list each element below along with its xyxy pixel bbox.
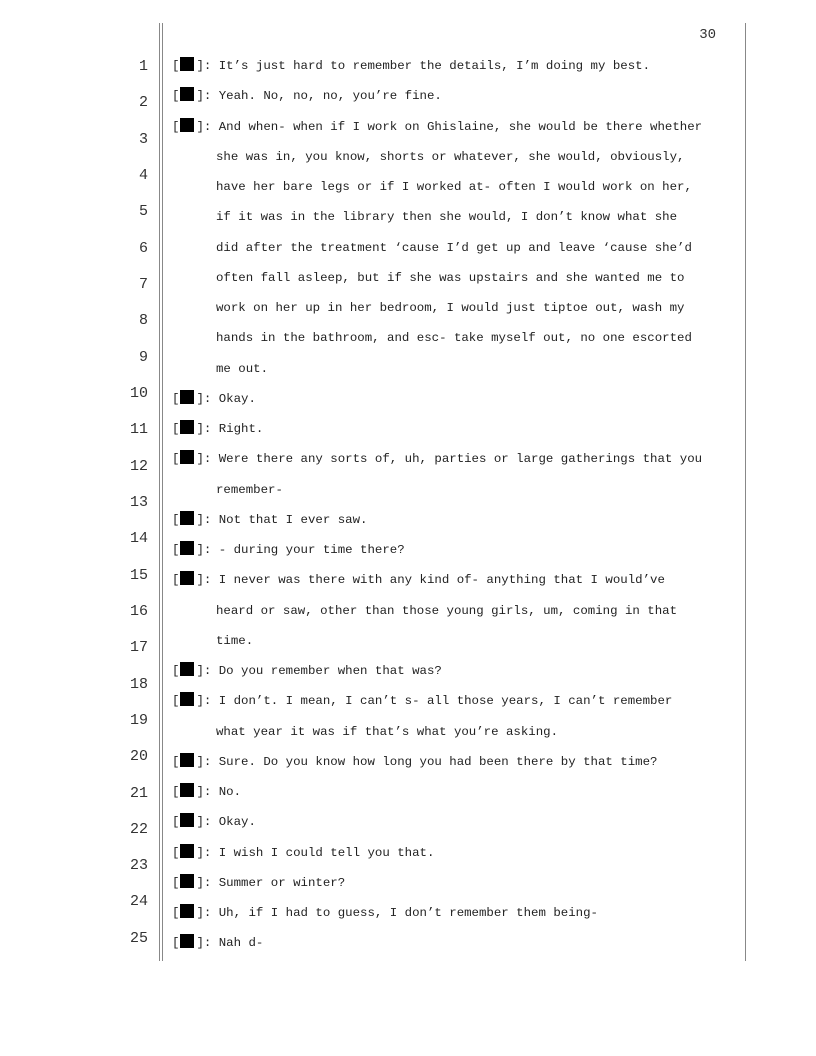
line-number: 16 [129,603,148,620]
redaction-box [180,662,194,676]
speaker-bracket-close: ]: [196,119,219,134]
line-number: 15 [129,567,148,584]
speaker-bracket-open: [ [172,119,180,134]
speaker-bracket-open: [ [172,845,180,860]
utterance-text: often fall asleep, but if she was upstairs and she wanted me to [216,270,685,285]
utterance-text: Summer or winter? [218,875,346,890]
line-number: 25 [129,930,148,947]
speaker-bracket-open: [ [172,785,180,799]
utterance-text: And when- when if I work on Ghislaine, she would be there whether [218,119,703,134]
line-number: 23 [129,857,148,874]
line-number: 22 [129,821,148,838]
speaker-line [172,57,650,75]
utterance-text: time. [216,633,254,648]
utterance-text: hands in the bathroom, and esc- take myself out, no one escorted [216,331,692,346]
continuation-line [216,329,692,347]
redaction-box [180,813,194,827]
speaker-bracket-open: [ [172,59,180,73]
line-number: 12 [129,458,148,475]
speaker-bracket-open: [ [172,875,180,890]
speaker-bracket-open: [ [172,906,180,920]
speaker-bracket-open: [ [172,89,180,104]
speaker-label [172,753,219,771]
utterance-text: Nah d- [218,936,264,951]
utterance-text: what year it was if that’s what you’re asking. [216,724,559,739]
speaker-line [172,783,241,801]
speaker-label [172,783,219,801]
utterance-text: she was in, you know, shorts or whatever, she would, obviously, [216,149,685,164]
speaker-bracket-close: ]: [196,89,219,104]
speaker-line [172,934,263,952]
utterance-text: have her bare legs or if I worked at- often I would work on her, [216,180,692,194]
utterance-text: I never was there with any kind of- anything that I would’ve [218,573,665,588]
margin-rule-right [745,23,746,961]
line-number: 3 [138,131,148,148]
speaker-bracket-close: ]: [196,875,219,890]
line-number: 6 [138,240,148,257]
line-number: 10 [129,385,148,402]
continuation-line [216,481,283,499]
utterance-text: I wish I could tell you that. [218,845,435,860]
margin-rule-left-inner [162,23,163,961]
speaker-label [172,450,219,468]
speaker-bracket-close: ]: [196,815,219,830]
speaker-bracket-close: ]: [196,694,219,709]
speaker-line [172,571,665,589]
utterance-text: Yeah. No, no, no, you’re fine. [218,89,442,104]
speaker-bracket-open: [ [172,664,180,678]
speaker-line [172,541,405,559]
redaction-box [180,390,194,404]
speaker-line [172,87,442,105]
line-number: 17 [129,639,148,656]
speaker-bracket-close: ]: [196,391,219,406]
utterance-text: - during your time there? [218,543,405,557]
speaker-line [172,813,256,831]
speaker-label [172,662,219,680]
speaker-label [172,874,219,892]
continuation-line [216,208,677,226]
utterance-text: Do you remember when that was? [218,664,442,678]
speaker-label [172,420,219,438]
speaker-bracket-open: [ [172,573,180,588]
redaction-box [180,511,194,525]
speaker-bracket-open: [ [172,512,180,527]
utterance-text: me out. [216,361,269,376]
speaker-line [172,511,367,529]
line-number: 18 [129,676,148,693]
speaker-line [172,692,672,710]
speaker-label [172,934,219,952]
utterance-text: if it was in the library then she would, I don’t know what she [216,210,678,225]
speaker-bracket-open: [ [172,543,180,557]
speaker-bracket-close: ]: [196,664,219,678]
utterance-text: Were there any sorts of, uh, parties or large gatherings that you [218,452,703,467]
speaker-line [172,874,345,892]
utterance-text: I don’t. I mean, I can’t s- all those years, I can’t remember [218,694,673,709]
speaker-label [172,844,219,862]
redaction-box [180,874,194,888]
speaker-bracket-open: [ [172,422,180,436]
speaker-line [172,662,442,680]
redaction-box [180,57,194,71]
continuation-line [216,239,692,257]
utterance-text: Right. [218,422,264,436]
utterance-text: remember- [216,482,283,497]
speaker-bracket-close: ]: [196,512,219,527]
speaker-label [172,118,219,136]
line-number: 14 [129,530,148,547]
utterance-text: did after the treatment ‘cause I’d get up and leave ‘cause she’d [216,240,692,255]
line-number: 13 [129,494,148,511]
line-number: 8 [138,312,148,329]
utterance-text: Uh, if I had to guess, I don’t remember them being- [218,906,598,920]
line-number: 2 [138,94,148,111]
utterance-text: work on her up in her bedroom, I would just tiptoe out, wash my [216,301,685,315]
speaker-label [172,813,219,831]
line-number: 7 [138,276,148,293]
speaker-bracket-close: ]: [196,785,219,799]
redaction-box [180,692,194,706]
line-number: 4 [138,167,148,184]
continuation-line [216,269,684,287]
continuation-line [216,178,692,196]
line-number: 9 [138,349,148,366]
speaker-line [172,420,263,438]
utterance-text: Okay. [218,391,256,406]
speaker-label [172,57,219,75]
speaker-label [172,692,219,710]
redaction-box [180,904,194,918]
speaker-line [172,844,434,862]
utterance-text: Not that I ever saw. [218,512,368,527]
speaker-bracket-open: [ [172,754,180,769]
speaker-label [172,904,219,922]
speaker-label [172,541,219,559]
speaker-bracket-close: ]: [196,543,219,557]
speaker-label [172,511,219,529]
speaker-bracket-close: ]: [196,422,219,436]
continuation-line [216,148,684,166]
speaker-line [172,390,256,408]
speaker-bracket-close: ]: [196,845,219,860]
speaker-bracket-open: [ [172,391,180,406]
speaker-bracket-open: [ [172,815,180,830]
redaction-box [180,87,194,101]
speaker-bracket-close: ]: [196,936,219,951]
redaction-box [180,934,194,948]
speaker-label [172,571,219,589]
utterance-text: Sure. Do you know how long you had been there by that time? [218,754,658,769]
continuation-line [216,602,677,620]
redaction-box [180,450,194,464]
redaction-box [180,118,194,132]
speaker-line [172,118,702,136]
continuation-line [216,360,268,378]
speaker-bracket-close: ]: [196,906,219,920]
speaker-label [172,87,219,105]
redaction-box [180,753,194,767]
line-number: 21 [129,785,148,802]
margin-rule-left-outer [159,23,160,961]
utterance-text: No. [218,785,242,799]
page-number: 30 [699,27,716,43]
utterance-text: Okay. [218,815,256,830]
speaker-line [172,753,657,771]
line-number: 24 [129,893,148,910]
speaker-line [172,450,702,468]
speaker-bracket-close: ]: [196,754,219,769]
line-number: 5 [138,203,148,220]
redaction-box [180,844,194,858]
continuation-line [216,299,684,317]
redaction-box [180,420,194,434]
speaker-label [172,390,219,408]
redaction-box [180,571,194,585]
line-number: 1 [138,58,148,75]
speaker-bracket-close: ]: [196,452,219,467]
speaker-line [172,904,598,922]
utterance-text: It’s just hard to remember the details, I’m doing my best. [218,59,651,73]
speaker-bracket-close: ]: [196,573,219,588]
line-number: 19 [129,712,148,729]
continuation-line [216,723,558,741]
redaction-box [180,541,194,555]
line-number: 20 [129,748,148,765]
speaker-bracket-open: [ [172,694,180,709]
continuation-line [216,632,253,650]
speaker-bracket-close: ]: [196,59,219,73]
speaker-bracket-open: [ [172,452,180,467]
utterance-text: heard or saw, other than those young girls, um, coming in that [216,603,678,618]
line-number: 11 [129,421,148,438]
redaction-box [180,783,194,797]
speaker-bracket-open: [ [172,936,180,951]
